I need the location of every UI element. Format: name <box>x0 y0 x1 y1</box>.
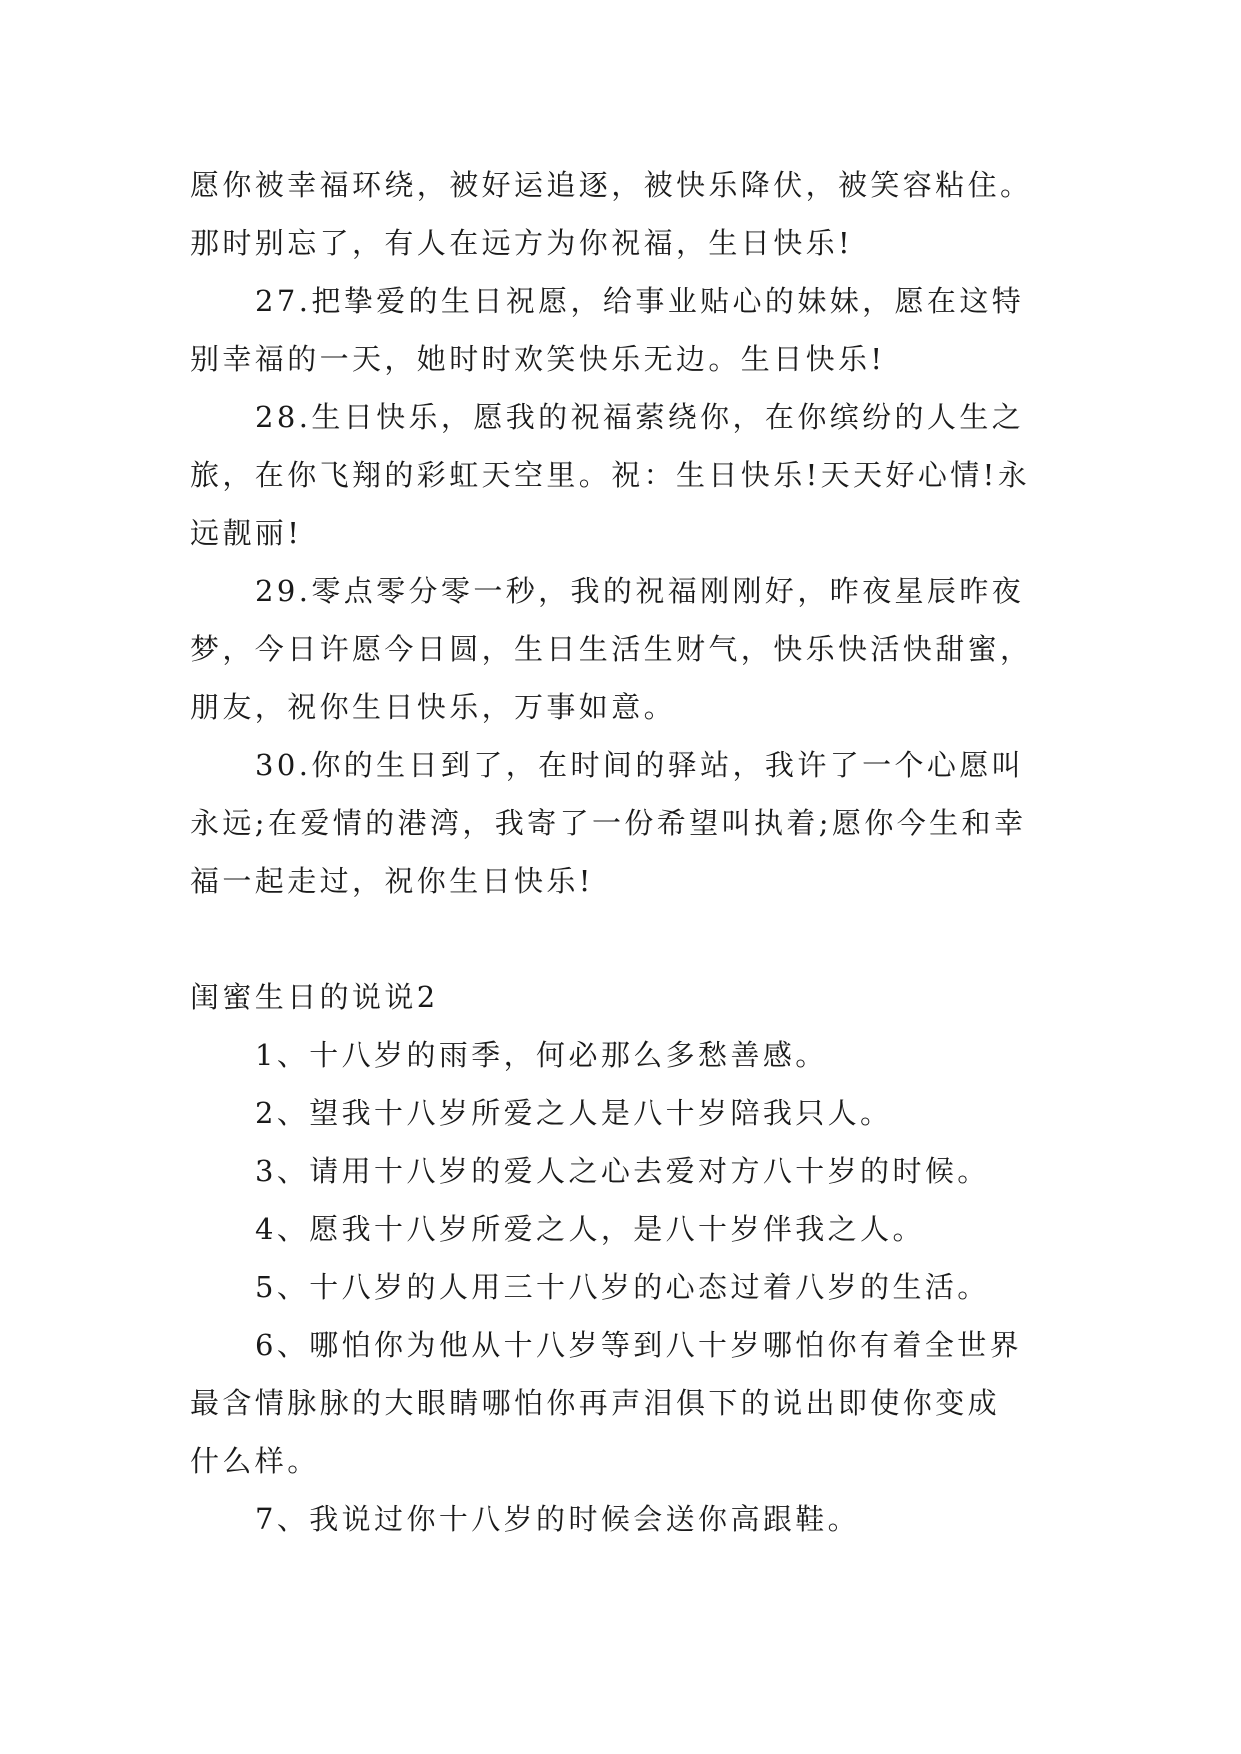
list-item: 4、愿我十八岁所爱之人，是八十岁伴我之人。 <box>255 1212 925 1246</box>
section-heading: 闺蜜生日的说说2 <box>190 980 439 1014</box>
text-line: 朋友，祝你生日快乐，万事如意。 <box>190 690 677 724</box>
text-line: 梦，今日许愿今日圆，生日生活生财气，快乐快活快甜蜜， <box>190 632 1033 666</box>
text-line: 最含情脉脉的大眼睛哪怕你再声泪俱下的说出即使你变成 <box>190 1386 1001 1420</box>
text-line: 什么样。 <box>190 1444 320 1478</box>
list-item: 3、请用十八岁的爱人之心去爱对方八十岁的时候。 <box>255 1154 990 1188</box>
text-line: 那时别忘了，有人在远方为你祝福，生日快乐! <box>190 226 854 260</box>
list-item: 5、十八岁的人用三十八岁的心态过着八岁的生活。 <box>255 1270 990 1304</box>
list-item: 2、望我十八岁所爱之人是八十岁陪我只人。 <box>255 1096 893 1130</box>
text-line: 别幸福的一天，她时时欢笑快乐无边。生日快乐! <box>190 342 886 376</box>
list-item: 1、十八岁的雨季，何必那么多愁善感。 <box>255 1038 828 1072</box>
text-line: 旅，在你飞翔的彩虹天空里。祝：生日快乐!天天好心情!永 <box>190 458 1031 492</box>
text-line: 远靓丽! <box>190 516 303 550</box>
paragraph-29-line: 29.零点零分零一秒，我的祝福刚刚好，昨夜星辰昨夜 <box>255 574 1025 608</box>
list-item: 6、哪怕你为他从十八岁等到八十岁哪怕你有着全世界 <box>255 1328 1023 1362</box>
list-item: 7、我说过你十八岁的时候会送你高跟鞋。 <box>255 1502 861 1536</box>
text-line: 永远;在爱情的港湾，我寄了一份希望叫执着;愿你今生和幸 <box>190 806 1027 840</box>
text-line: 愿你被幸福环绕，被好运追逐，被快乐降伏，被笑容粘住。 <box>190 168 1033 202</box>
paragraph-30-line: 30.你的生日到了，在时间的驿站，我许了一个心愿叫 <box>255 748 1025 782</box>
paragraph-27-line: 27.把挚爱的生日祝愿，给事业贴心的妹妹，愿在这特 <box>255 284 1025 318</box>
text-line: 福一起走过，祝你生日快乐! <box>190 864 594 898</box>
paragraph-28-line: 28.生日快乐，愿我的祝福萦绕你，在你缤纷的人生之 <box>255 400 1025 434</box>
